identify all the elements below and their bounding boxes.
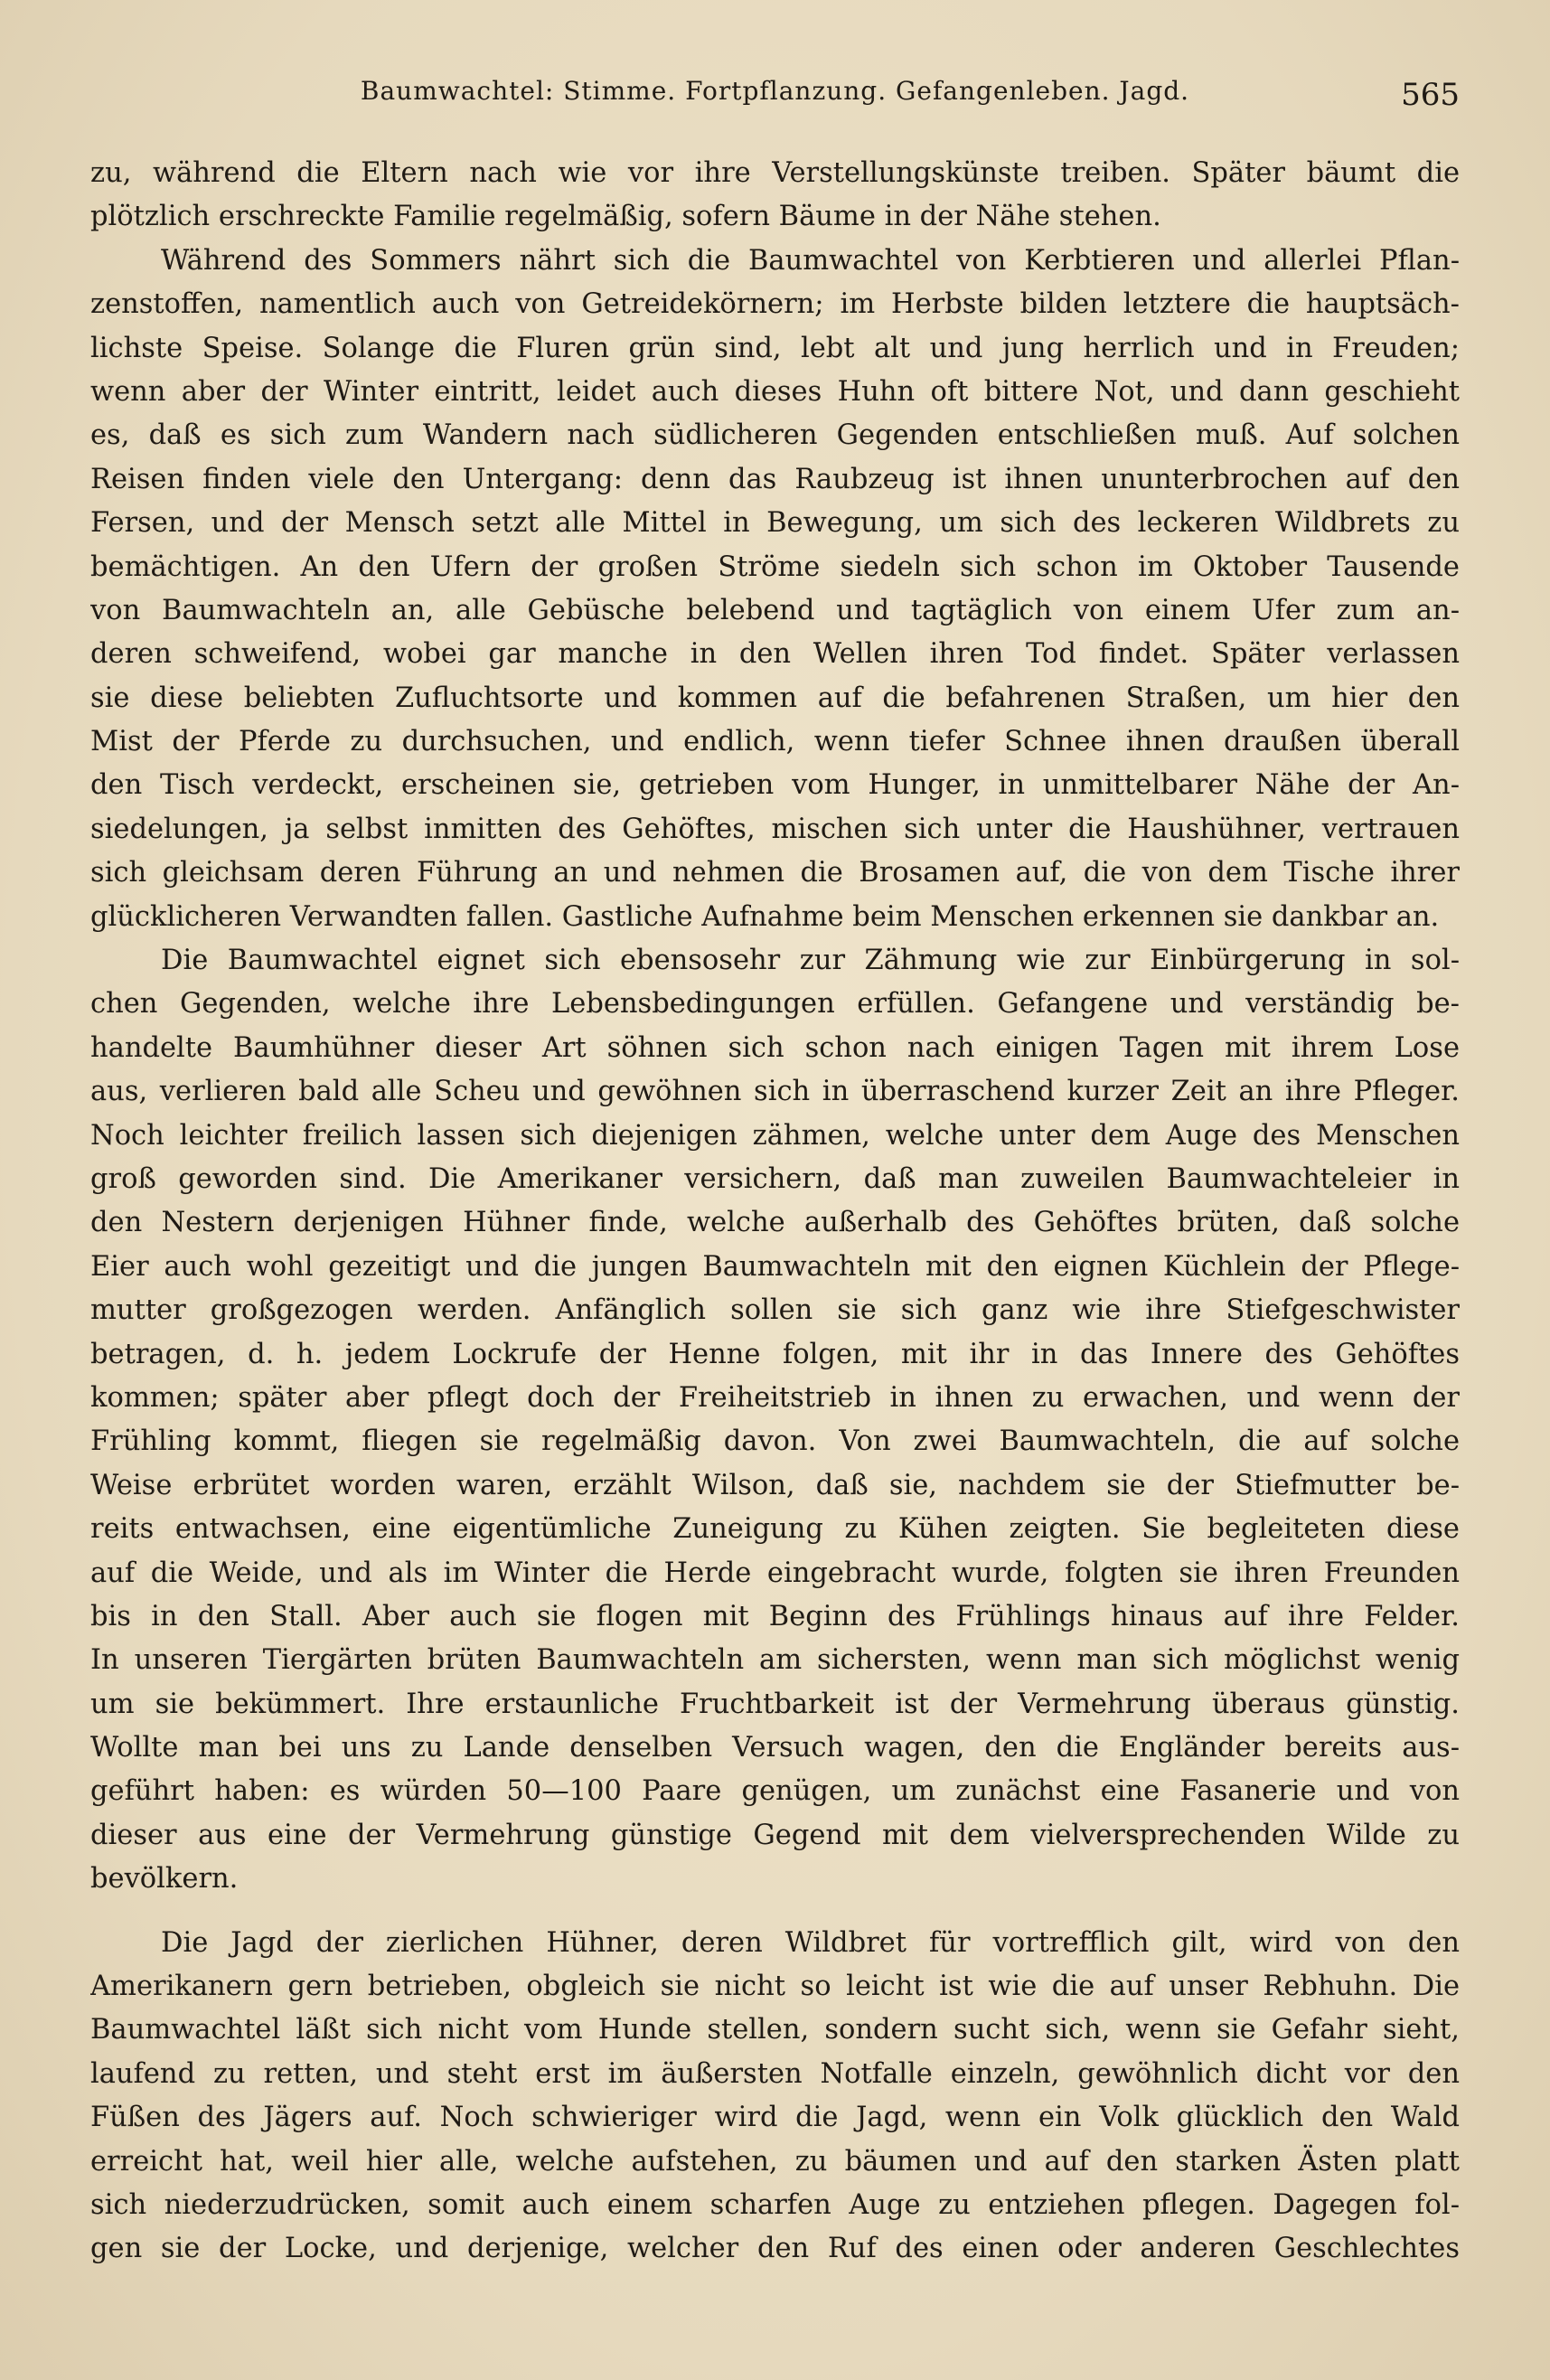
- text-line: es, daß es sich zum Wandern nach südlicheren Gegenden entschließen muß. Auf solchen: [90, 419, 1460, 452]
- text-line: Noch leichter freilich lassen sich diejenigen zähmen, welche unter dem Auge des Menschen: [90, 1119, 1460, 1152]
- text-line: Während des Sommers nährt sich die Baumwachtel von Kerbtieren und allerlei Pflan-: [161, 244, 1460, 277]
- text-line: erreicht hat, weil hier alle, welche aufstehen, zu bäumen und auf den starken Ästen platt: [90, 2145, 1460, 2178]
- text-line: sich gleichsam deren Führung an und nehmen die Brosamen auf, die von dem Tische ihrer: [90, 857, 1460, 889]
- text-line: auf die Weide, und als im Winter die Herde eingebracht wurde, folgten sie ihren Freunden: [90, 1557, 1460, 1589]
- text-line: Die Jagd der zierlichen Hühner, deren Wildbret für vortrefflich gilt, wird von den: [161, 1926, 1460, 1959]
- text-line: siedelungen, ja selbst inmitten des Gehöftes, mischen sich unter die Haushühner, vertrauen: [90, 813, 1460, 845]
- paragraph: [90, 939, 1460, 1902]
- page-number: 565: [1401, 77, 1460, 113]
- text-line: bemächtigen. An den Ufern der großen Ströme siedeln sich schon im Oktober Tausende: [90, 550, 1460, 583]
- text-line: Wollte man bei uns zu Lande denselben Versuch wagen, den die Engländer bereits aus-: [90, 1732, 1460, 1764]
- text-line: geführt haben: es würden 50—100 Paare genügen, um zunächst eine Fasanerie und von: [90, 1775, 1460, 1808]
- text-line: chen Gegenden, welche ihre Lebensbedingungen erfüllen. Gefangene und verständig be-: [90, 988, 1460, 1021]
- paragraph-gap: [90, 1902, 1460, 1922]
- text-line: deren schweifend, wobei gar manche in den Wellen ihren Tod findet. Später verlassen: [90, 638, 1460, 671]
- text-line: kommen; später aber pflegt doch der Freiheitstrieb in ihnen zu erwachen, und wenn der: [90, 1381, 1460, 1414]
- paragraph: [90, 1922, 1460, 2272]
- text-line: laufend zu retten, und steht erst im äußersten Notfalle einzeln, gewöhnlich dicht vor den: [90, 2057, 1460, 2090]
- text-line: sie diese beliebten Zufluchtsorte und kommen auf die befahrenen Straßen, um hier den: [90, 682, 1460, 714]
- text-line: glücklicheren Verwandten fallen. Gastliche Aufnahme beim Menschen erkennen sie dankbar an.: [90, 900, 1440, 933]
- text-line: bevölkern.: [90, 1863, 239, 1896]
- text-line: zu, während die Eltern nach wie vor ihre Verstellungskünste treiben. Später bäumt die: [90, 157, 1460, 189]
- text-line: dieser aus eine der Vermehrung günstige Gegend mit dem vielversprechenden Wilde zu: [90, 1819, 1460, 1851]
- text-line: Fersen, und der Mensch setzt alle Mittel in Bewegung, um sich des leckeren Wildbrets zu: [90, 507, 1460, 540]
- text-line: Füßen des Jägers auf. Noch schwieriger wird die Jagd, wenn ein Volk glücklich den Wald: [90, 2102, 1460, 2134]
- paragraph: [90, 240, 1460, 939]
- text-line: Frühling kommt, fliegen sie regelmäßig davon. Von zwei Baumwachteln, die auf solche: [90, 1425, 1460, 1458]
- text-line: sich niederzudrücken, somit auch einem scharfen Auge zu entziehen pflegen. Dagegen fol-: [90, 2188, 1460, 2221]
- text-line: Mist der Pferde zu durchsuchen, und endlich, wenn tiefer Schnee ihnen draußen überall: [90, 726, 1460, 758]
- text-line: wenn aber der Winter eintritt, leidet auch dieses Huhn oft bittere Not, und dann geschieht: [90, 375, 1460, 408]
- text-line: Amerikanern gern betrieben, obgleich sie nicht so leicht ist wie die auf unser Rebhuhn. Die: [90, 1971, 1460, 2003]
- text-line: reits entwachsen, eine eigentümliche Zuneigung zu Kühen zeigten. Sie begleiteten diese: [90, 1513, 1460, 1546]
- text-line: zenstoffen, namentlich auch von Getreidekörnern; im Herbste bilden letztere die hauptsäch-: [90, 288, 1460, 321]
- text-line: den Tisch verdeckt, erscheinen sie, getrieben vom Hunger, in unmittelbarer Nähe der An-: [90, 769, 1460, 802]
- text-line: In unseren Tiergärten brüten Baumwachteln am sichersten, wenn man sich möglichst wenig: [90, 1644, 1460, 1677]
- paragraph: [90, 152, 1460, 240]
- text-line: groß geworden sind. Die Amerikaner versichern, daß man zuweilen Baumwachteleier in: [90, 1162, 1460, 1195]
- text-line: plötzlich erschreckte Familie regelmäßig, sofern Bäume in der Nähe stehen.: [90, 201, 1161, 233]
- text-line: betragen, d. h. jedem Lockrufe der Henne folgen, mit ihr in das Innere des Gehöftes: [90, 1338, 1460, 1370]
- text-line: mutter großgezogen werden. Anfänglich sollen sie sich ganz wie ihre Stiefgeschwister: [90, 1294, 1460, 1327]
- text-line: den Nestern derjenigen Hühner finde, welche außerhalb des Gehöftes brüten, daß solche: [90, 1207, 1460, 1239]
- text-line: Reisen finden viele den Untergang: denn das Raubzeug ist ihnen ununterbrochen auf den: [90, 463, 1460, 495]
- text-line: aus, verlieren bald alle Scheu und gewöhnen sich in überraschend kurzer Zeit an ihre Pfleger.: [90, 1076, 1460, 1108]
- running-head: [90, 71, 1460, 112]
- text-line: Weise erbrütet worden waren, erzählt Wilson, daß sie, nachdem sie der Stiefmutter be-: [90, 1469, 1460, 1501]
- text-line: lichste Speise. Solange die Fluren grün sind, lebt alt und jung herrlich und in Freuden;: [90, 332, 1460, 364]
- text-line: um sie bekümmert. Ihre erstaunliche Fruchtbarkeit ist der Vermehrung überaus günstig.: [90, 1688, 1460, 1720]
- text-line: gen sie der Locke, und derjenige, welcher den Ruf des einen oder anderen Geschlechtes: [90, 2233, 1460, 2265]
- text-line: Eier auch wohl gezeitigt und die jungen Baumwachteln mit den eignen Küchlein der Pflege-: [90, 1250, 1460, 1283]
- text-line: handelte Baumhühner dieser Art söhnen sich schon nach einigen Tagen mit ihrem Lose: [90, 1031, 1460, 1064]
- text-line: bis in den Stall. Aber auch sie flogen mit Beginn des Frühlings hinaus auf ihre Felder.: [90, 1600, 1460, 1632]
- text-line: Baumwachtel läßt sich nicht vom Hunde stellen, sondern sucht sich, wenn sie Gefahr sieht,: [90, 2014, 1460, 2046]
- text-line: Die Baumwachtel eignet sich ebensosehr zur Zähmung wie zur Einbürgerung in sol-: [161, 945, 1460, 977]
- running-title: Baumwachtel: Stimme. Fortpflanzung. Gefangenleben. Jagd.: [360, 76, 1190, 106]
- body-text: [90, 152, 1460, 2272]
- text-line: von Baumwachteln an, alle Gebüsche belebend und tagtäglich von einem Ufer zum an-: [90, 594, 1460, 626]
